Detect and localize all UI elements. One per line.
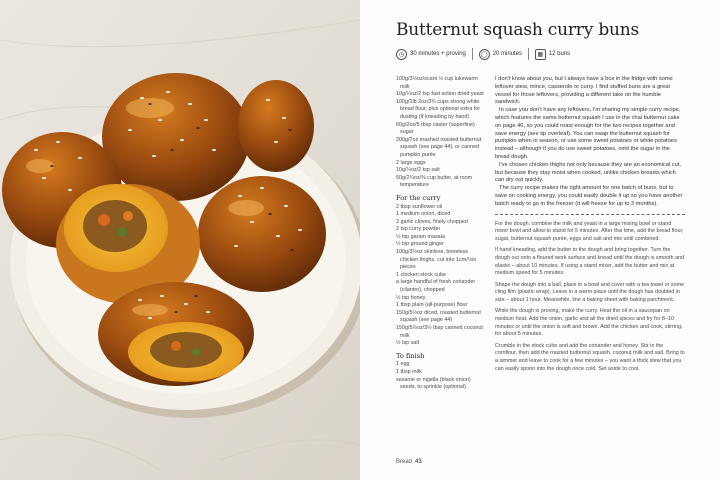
ingredient-line: 50g/2¼oz/⅜ cup butter, at room temperature: [396, 174, 473, 189]
ingredient-line: 100g/1lb 2oz/3¾ cups strong white bread flour, plus optional extra for dusting (if kneading by hand): [396, 98, 481, 120]
dashed-divider: [495, 214, 685, 215]
curry-ingredient-line: ½ tsp honey: [396, 294, 426, 301]
curry-ingredient-line: 2 tsp curry powder: [396, 226, 441, 233]
cook-time-text: 20 minutes: [492, 51, 523, 57]
finish-ingredient-line: 1 tbsp milk: [396, 368, 422, 375]
yield-text: 12 buns: [548, 51, 571, 57]
finish-ingredient-line: 1 egg: [396, 361, 410, 368]
curry-ingredient-line: 1 chicken stock cube: [396, 271, 447, 278]
prep-time: [396, 49, 466, 60]
recipe-page: [360, 0, 720, 480]
page-footer: [396, 459, 422, 465]
yield: [535, 49, 570, 60]
ingredient-line: 60g/2oz/5 tbsp caster (superfine) sugar: [396, 121, 475, 136]
serves-icon: ▦: [535, 49, 546, 60]
curry-ingredient-line: ½ tsp garam masala: [396, 233, 445, 240]
method-step: If hand kneading, add the butter to the dough and bring together. Turn the dough out onto a floured work surface and knead until the dough is smooth and elastic – about 10 minutes. If using a stand mixer, add the butter and mix at medium speed for 5 minutes.: [495, 247, 685, 277]
curry-ingredient-line: 2 garlic cloves, finely chopped: [396, 218, 468, 225]
meta-divider: [472, 48, 473, 60]
recipe-title: Butternut squash curry buns: [396, 20, 640, 40]
ingredient-line: 10g/¼oz/2 tsp fast action dried yeast: [396, 91, 484, 98]
intro-paragraph: The curry recipe makes the right amount for one batch of buns, but to save on cooking energy, you could easily double it up so you have another batch ready to go in the freezer (it will freeze for up to 3 months).: [495, 185, 683, 207]
ingredient-line: 200g/7oz mashed roasted butternut squash (see page 44), or canned pumpkin purée: [396, 136, 482, 158]
recipe-meta: [396, 48, 576, 60]
timer-icon: ◯: [479, 49, 490, 60]
finish-heading: To finish: [396, 351, 425, 360]
curry-ingredient-line: 150g/5½oz/3½ tbsp canned coconut milk: [396, 325, 483, 339]
curry-heading: For the curry: [396, 193, 441, 202]
curry-ingredient-line: 2 tbsp sunflower oil: [396, 203, 443, 210]
intro-paragraph: I've chosen chicken thighs not only because they are an economical cut, but because they stay moist when cooked, unlike chicken breasts which can dry out quickly.: [495, 161, 681, 184]
prep-time-text: 30 minutes + proving: [410, 51, 466, 57]
intro-paragraph: I don't know about you, but I always have a box in the fridge with some leftover stew, mince, casserole or curry. I find stuffed buns are a great vessel for those leftovers, providing a different take on the humble sandwich.: [495, 76, 673, 106]
curry-ingredient-line: 150g/5½oz diced, roasted butternut squash (see page 44): [396, 309, 481, 324]
meta-divider: [528, 48, 529, 60]
method-step: Crumble in the stock cube and add the coriander and honey. Stir in the cornflour, then add the roasted butternut squash, coconut milk and salt. Bring to a simmer and leave to cook for a few minutes – you want a thick stew that you can easily spoon into the dough once cold. Set aside to cool.: [495, 342, 685, 372]
clock-icon: ◷: [396, 49, 407, 60]
ingredients-column: [396, 76, 486, 392]
method-step: Shape the dough into a ball, place in a bowl and cover with a tea towel or some cling film (plastic wrap). Leave in a warm place until the dough has doubled in size – about 1 hour. Meanwhile, line a baking sheet with baking parchment.: [495, 281, 685, 303]
curry-ingredient-line: ½ tsp ground ginger: [396, 241, 444, 248]
curry-ingredient-line: 1 tbsp plain (all-purpose) flour: [396, 302, 468, 309]
method-column: [495, 76, 685, 377]
curry-ingredient-line: 1 medium onion, diced: [396, 211, 451, 218]
ingredient-line: 10g/¼oz/2 tsp salt: [396, 167, 440, 174]
page-number: 43: [415, 459, 422, 465]
ingredient-line: 100g/3½oz/scant ½ cup lukewarm milk: [396, 76, 478, 90]
curry-ingredient-line: a large handful of fresh coriander (cilantro), chopped: [396, 279, 476, 294]
finish-ingredient-line: sesame or nigella (black onion) seeds, to sprinkle (optional): [396, 376, 471, 391]
section-name: Bread: [396, 459, 413, 465]
method-step: While the dough is proving, make the curry. Heat the oil in a saucepan on medium heat. Add the onion, garlic and all the dried spices and fry for 8–10 minutes or until the onion is soft and brown. Add the chicken and cook, stirring, for about 5 minutes.: [495, 308, 683, 338]
curry-ingredient-line: ½ tsp salt: [396, 340, 420, 347]
curry-ingredient-line: 100g/3½oz skinless, boneless chicken thighs, cut into 1cm/½in pieces: [396, 249, 477, 271]
method-step: For the dough, combine the milk and yeast in a large mixing bowl or stand mixer bowl and allow to stand for 5 minutes. After this time, add the bread flour, sugar, butternut squash purée, eggs and salt and mix until combined.: [495, 220, 684, 242]
cook-time: [479, 49, 522, 60]
recipe-intro: [495, 76, 685, 209]
intro-paragraph: In case you don't have any leftovers, I'm sharing my simple curry recipe, which features the same butternut squash I use in the chai butternut cake on page 46, so you could roast enough for the two recipes together and save energy (see tip overleaf). You can swap the butternut squash for pumpkin when in season, or use some sweet potatoes or white potatoes instead – although if you do use sweet potatoes, omit the sugar in the bread dough.: [495, 107, 681, 160]
ingredient-line: 2 large eggs: [396, 159, 426, 166]
